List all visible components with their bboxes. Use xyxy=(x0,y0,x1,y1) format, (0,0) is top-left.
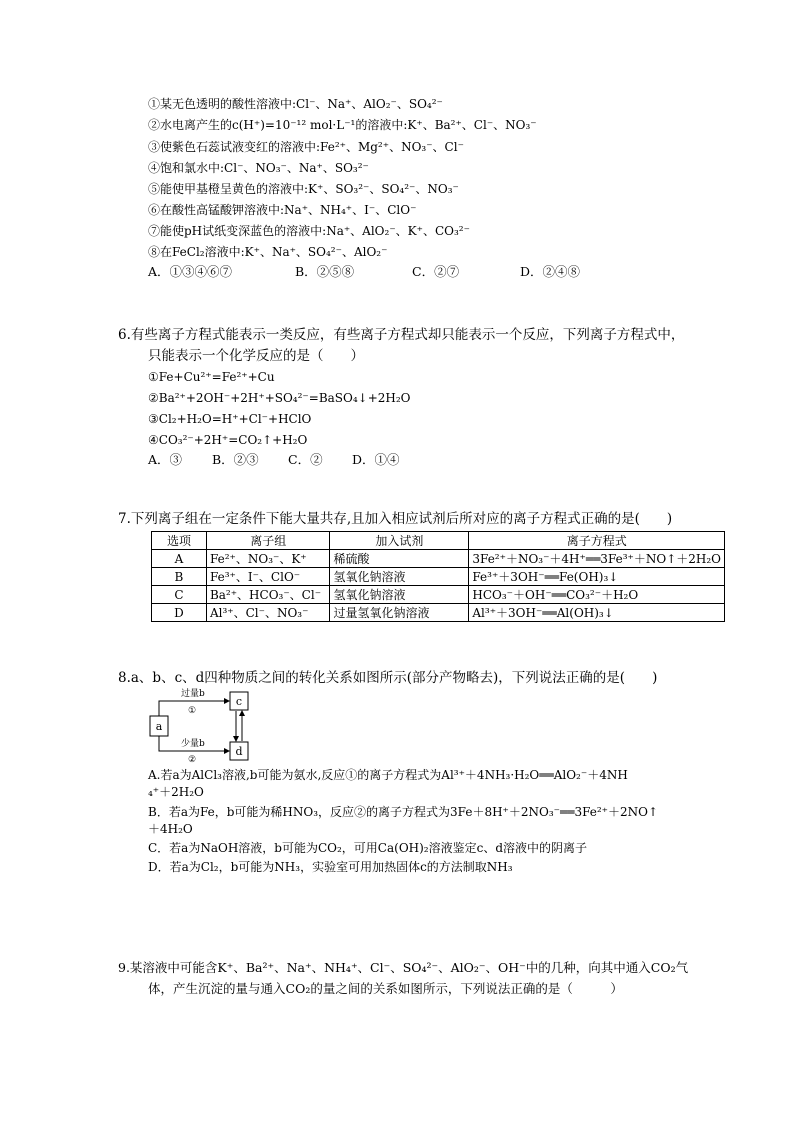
bottom-arrow-number: ② xyxy=(188,755,197,764)
q7-table xyxy=(151,531,725,622)
table-row xyxy=(152,550,725,568)
table-row xyxy=(152,604,725,622)
table-header-row xyxy=(152,532,725,550)
cell-ions: Ba²⁺、HCO₃⁻、Cl⁻ xyxy=(206,586,330,604)
node-c-label: c xyxy=(235,695,243,708)
q5-option-b: B．②⑤⑧ xyxy=(295,264,355,279)
q5-option-d: D．②④⑧ xyxy=(520,264,581,279)
q8-option-b-line2: ＋4H₂O xyxy=(148,822,193,836)
header-equation: 离子方程式 xyxy=(469,532,725,550)
cell-option: B xyxy=(152,568,207,586)
q6-item-3: ③Cl₂+H₂O=H⁺+Cl⁻+HClO xyxy=(148,412,312,426)
cell-option: D xyxy=(152,604,207,622)
q5-item-3: ③使紫色石蕊试液变红的溶液中:Fe²⁺、Mg²⁺、NO₃⁻、Cl⁻ xyxy=(148,140,464,154)
q6-option-b: B．②③ xyxy=(212,452,259,467)
top-arrow-number: ① xyxy=(188,706,197,716)
q6-item-2: ②Ba²⁺+2OH⁻+2H⁺+SO₄²⁻=BaSO₄↓+2H₂O xyxy=(148,391,411,405)
q5-item-2: ②水电离产生的c(H⁺)=10⁻¹² mol·L⁻¹的溶液中:K⁺、Ba²⁺、Cl⁻、NO₃⁻ xyxy=(148,118,537,132)
header-option: 选项 xyxy=(152,532,207,550)
cell-equation: Fe³⁺＋3OH⁻══Fe(OH)₃↓ xyxy=(469,568,725,586)
q6-option-c: C．② xyxy=(288,452,323,467)
q5-item-8: ⑧在FeCl₂溶液中:K⁺、Na⁺、SO₄²⁻、AlO₂⁻ xyxy=(148,245,388,259)
q8-option-c: C．若a为NaOH溶液，b可能为CO₂，可用Ca(OH)₂溶液鉴定c、d溶液中的阴离子 xyxy=(148,841,588,855)
q6-item-4: ④CO₃²⁻+2H⁺=CO₂↑+H₂O xyxy=(148,433,308,447)
header-reagent: 加入试剂 xyxy=(330,532,469,550)
q8-conversion-diagram xyxy=(148,688,258,764)
cell-equation: Al³⁺＋3OH⁻══Al(OH)₃↓ xyxy=(469,604,725,622)
table-row xyxy=(152,586,725,604)
q5-item-1: ①某无色透明的酸性溶液中:Cl⁻、Na⁺、AlO₂⁻、SO₄²⁻ xyxy=(148,97,443,111)
q8-option-a-line2: ₄⁺＋2H₂O xyxy=(148,785,204,799)
q6-option-a: A．③ xyxy=(148,452,183,467)
cell-equation: HCO₃⁻＋OH⁻══CO₃²⁻＋H₂O xyxy=(469,586,725,604)
q5-item-5: ⑤能使甲基橙呈黄色的溶液中:K⁺、SO₃²⁻、SO₄²⁻、NO₃⁻ xyxy=(148,182,459,196)
cell-option: C xyxy=(152,586,207,604)
q5-item-4: ④饱和氯水中:Cl⁻、NO₃⁻、Na⁺、SO₃²⁻ xyxy=(148,161,369,175)
node-d-label: d xyxy=(235,745,243,758)
q8-option-a-line1: A.若a为AlCl₃溶液,b可能为氨水,反应①的离子方程式为Al³⁺＋4NH₃·H₂O══AlO₂⁻＋4NH xyxy=(148,768,628,782)
cell-option: A xyxy=(152,550,207,568)
q5-option-a: A．①③④⑥⑦ xyxy=(148,264,233,279)
q7-stem: 7.下列离子组在一定条件下能大量共存,且加入相应试剂后所对应的离子方程式正确的是( ) xyxy=(118,511,673,527)
top-arrow-label: 过量b xyxy=(181,689,205,699)
q5-item-7: ⑦能使pH试纸变深蓝色的溶液中:Na⁺、AlO₂⁻、K⁺、CO₃²⁻ xyxy=(148,224,470,238)
cell-reagent: 氢氧化钠溶液 xyxy=(330,568,469,586)
cell-ions: Al³⁺、Cl⁻、NO₃⁻ xyxy=(206,604,330,622)
q6-option-d: D．①④ xyxy=(352,452,400,467)
cell-ions: Fe³⁺、I⁻、ClO⁻ xyxy=(206,568,330,586)
node-a-label: a xyxy=(155,720,163,733)
q9-stem-line2: 体，产生沉淀的量与通入CO₂的量之间的关系如图所示，下列说法正确的是（ ） xyxy=(148,981,623,996)
q6-stem-line1: 6.有些离子方程式能表示一类反应，有些离子方程式却只能表示一个反应，下列离子方程式中， xyxy=(118,327,685,343)
q8-option-d: D．若a为Cl₂，b可能为NH₃，实验室可用加热固体c的方法制取NH₃ xyxy=(148,860,513,874)
bottom-arrow-label: 少量b xyxy=(181,739,205,749)
q5-option-c: C．②⑦ xyxy=(412,264,460,279)
table-row xyxy=(152,568,725,586)
cell-reagent: 过量氢氧化钠溶液 xyxy=(330,604,469,622)
cell-reagent: 稀硫酸 xyxy=(330,550,469,568)
cell-ions: Fe²⁺、NO₃⁻、K⁺ xyxy=(206,550,330,568)
q8-stem: 8.a、b、c、d四种物质之间的转化关系如图所示(部分产物略去)，下列说法正确的是( ) xyxy=(118,670,658,686)
cell-equation: 3Fe²⁺＋NO₃⁻＋4H⁺══3Fe³⁺＋NO↑＋2H₂O xyxy=(469,550,725,568)
q8-option-b-line1: B．若a为Fe，b可能为稀HNO₃，反应②的离子方程式为3Fe＋8H⁺＋2NO₃⁻══3Fe²⁺＋2NO↑ xyxy=(148,805,659,819)
q6-stem-line2: 只能表示一个化学反应的是（ ） xyxy=(148,348,364,364)
cell-reagent: 氢氧化钠溶液 xyxy=(330,586,469,604)
q9-stem-line1: 9.某溶液中可能含K⁺、Ba²⁺、Na⁺、NH₄⁺、Cl⁻、SO₄²⁻、AlO₂⁻、OH⁻中的几种，向其中通入CO₂气 xyxy=(118,960,689,975)
q6-item-1: ①Fe+Cu²⁺=Fe²⁺+Cu xyxy=(148,370,275,384)
header-ions: 离子组 xyxy=(206,532,330,550)
q5-item-6: ⑥在酸性高锰酸钾溶液中:Na⁺、NH₄⁺、I⁻、ClO⁻ xyxy=(148,203,417,217)
